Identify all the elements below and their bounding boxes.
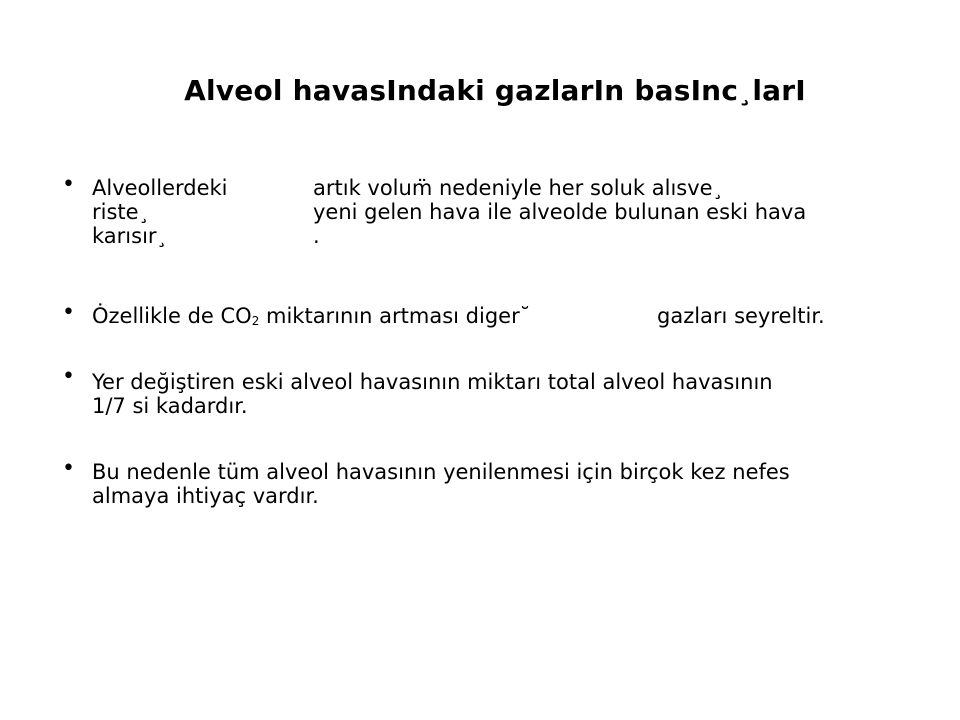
bullet-4-line-2: almaya ihtiyaç vardır. bbox=[92, 484, 319, 508]
bullet-1-left-line-2: riste¸ bbox=[92, 200, 150, 224]
bullet-2-marker: • bbox=[62, 300, 75, 325]
bullet-4-marker: • bbox=[62, 456, 75, 481]
bullet-1-left-line-1: Alveollerdeki bbox=[92, 176, 228, 200]
bullet-4-text bbox=[92, 460, 790, 508]
bullet-2-suffix: gazları seyreltir. bbox=[657, 304, 825, 328]
bullet-1-right-line-3: . bbox=[313, 224, 320, 248]
bullet-3-marker: • bbox=[62, 364, 75, 389]
bullet-2-middle: miktarının artması diger˘ bbox=[259, 304, 531, 328]
bullet-1-marker: • bbox=[62, 172, 75, 197]
bullet-4-line-1: Bu nedenle tüm alveol havasının yenilenmesi için birçok kez nefes bbox=[92, 460, 790, 484]
bullet-2-subscript: 2 bbox=[251, 314, 260, 328]
bullet-2-text bbox=[92, 304, 825, 333]
bullet-2-prefix: Ȯzellikle de CO bbox=[92, 304, 252, 328]
bullet-3-line-1: Yer değiştiren eski alveol havasının miktarı total alveol havasının bbox=[92, 370, 773, 394]
slide-title: Alveol havasIndaki gazlarIn basInc¸larI bbox=[184, 74, 806, 107]
bullet-1-left-line-3: karısır¸ bbox=[92, 224, 168, 248]
bullet-1-right-line-1: artık volum̈ nedeniyle her soluk alısve¸ bbox=[313, 176, 724, 200]
bullet-3-text bbox=[92, 370, 773, 418]
bullet-1-left-column bbox=[92, 176, 228, 248]
bullet-3-line-2: 1/7 si kadardır. bbox=[92, 394, 248, 418]
bullet-1-right-line-2: yeni gelen hava ile alveolde bulunan eski hava bbox=[313, 200, 807, 224]
bullet-1-right-column bbox=[313, 176, 806, 248]
